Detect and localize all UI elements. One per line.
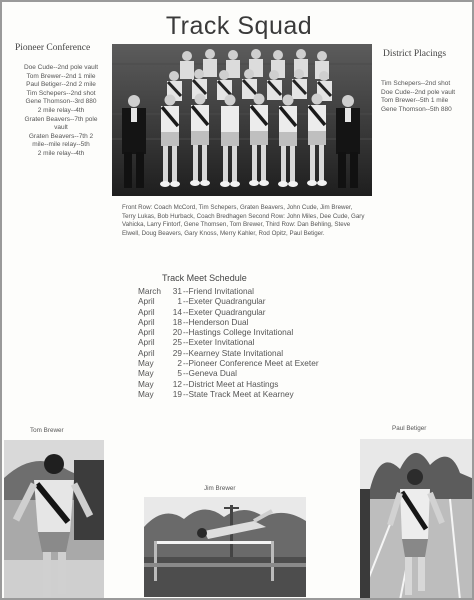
list-item: 2 mile relay--4th <box>37 106 85 114</box>
team-photo <box>112 44 372 196</box>
list-item: April 1 --Exeter Quadrangular <box>138 296 266 307</box>
high-jump-photo <box>144 497 306 597</box>
list-item: Gene Thomson--3rd 880 <box>25 98 97 106</box>
list-item: March 31 --Friend Invitational <box>138 286 255 296</box>
list-item: Graten Beavers--7th pole <box>24 115 98 123</box>
list-item: May 12 --District Meet at Hastings <box>138 378 279 389</box>
list-item: April 18 --Henderson Dual <box>138 316 249 327</box>
center-photo-label: Jim Brewer <box>204 485 236 492</box>
list-item: Tim Schepers--2nd shot <box>26 89 96 97</box>
list-item: 2 mile relay--4th <box>37 149 85 157</box>
list-item: Gene Thomson--5th 880 <box>381 105 452 113</box>
runner-photo-right <box>360 439 474 600</box>
district-heading: District Placings <box>383 49 447 59</box>
list-item: April 14 --Exeter Quadrangular <box>138 306 266 317</box>
pioneer-heading: Pioneer Conference <box>15 43 91 53</box>
list-item: Doe Cude--2nd pole vault <box>381 88 456 96</box>
pioneer-list <box>12 64 110 159</box>
team-caption: Front Row: Coach McCord, Tim Schepers, Graten Beavers, John Cude, Jim Brewer, Terry Lukas, Bob Hurback, Coach Bredhagen Second Row: John Miles, Dee Cude, Gary Vahicka, Larry Fintorf, Gene Thomsen, Tom Brewer, Third Row: Dan Behling, Steve Elwell, Doug Beavers, Gary Knoss, Merry Kahler, Rod Opitz, Paul Betiger. <box>122 204 365 237</box>
district-list <box>381 80 471 114</box>
right-photo-label: Paul Betiger <box>392 425 427 432</box>
list-item: Paul Betiger--2nd 2 mile <box>26 81 96 89</box>
list-item: May 2 --Pioneer Conference Meet at Exeter <box>138 358 319 369</box>
list-item: April 29 --Kearney State Invitational <box>138 347 284 358</box>
schedule-list <box>138 286 319 399</box>
runner-photo-left <box>4 440 104 600</box>
list-item: May 19 --State Track Meet at Kearney <box>138 388 294 399</box>
list-item: Doe Cude--2nd pole vault <box>23 64 99 71</box>
list-item: April 25 --Exeter Invitational <box>138 337 255 348</box>
list-item: Tom Brewer--2nd 1 mile <box>26 72 96 80</box>
list-item: April 20 --Hastings College Invitational <box>138 327 294 338</box>
list-item: mile--mile relay--5th <box>32 141 90 149</box>
list-item: Tom Brewer--5th 1 mile <box>381 97 449 105</box>
list-item: May 5 --Geneva Dual <box>138 368 237 379</box>
left-photo-label: Tom Brewer <box>30 427 64 434</box>
page-title: Track Squad <box>165 12 313 40</box>
list-item: vault <box>54 124 68 132</box>
list-item: Graten Beavers--7th 2 <box>28 132 94 140</box>
list-item: Tim Schepers--2nd shot <box>381 80 451 87</box>
schedule-title: Track Meet Schedule <box>162 273 247 283</box>
